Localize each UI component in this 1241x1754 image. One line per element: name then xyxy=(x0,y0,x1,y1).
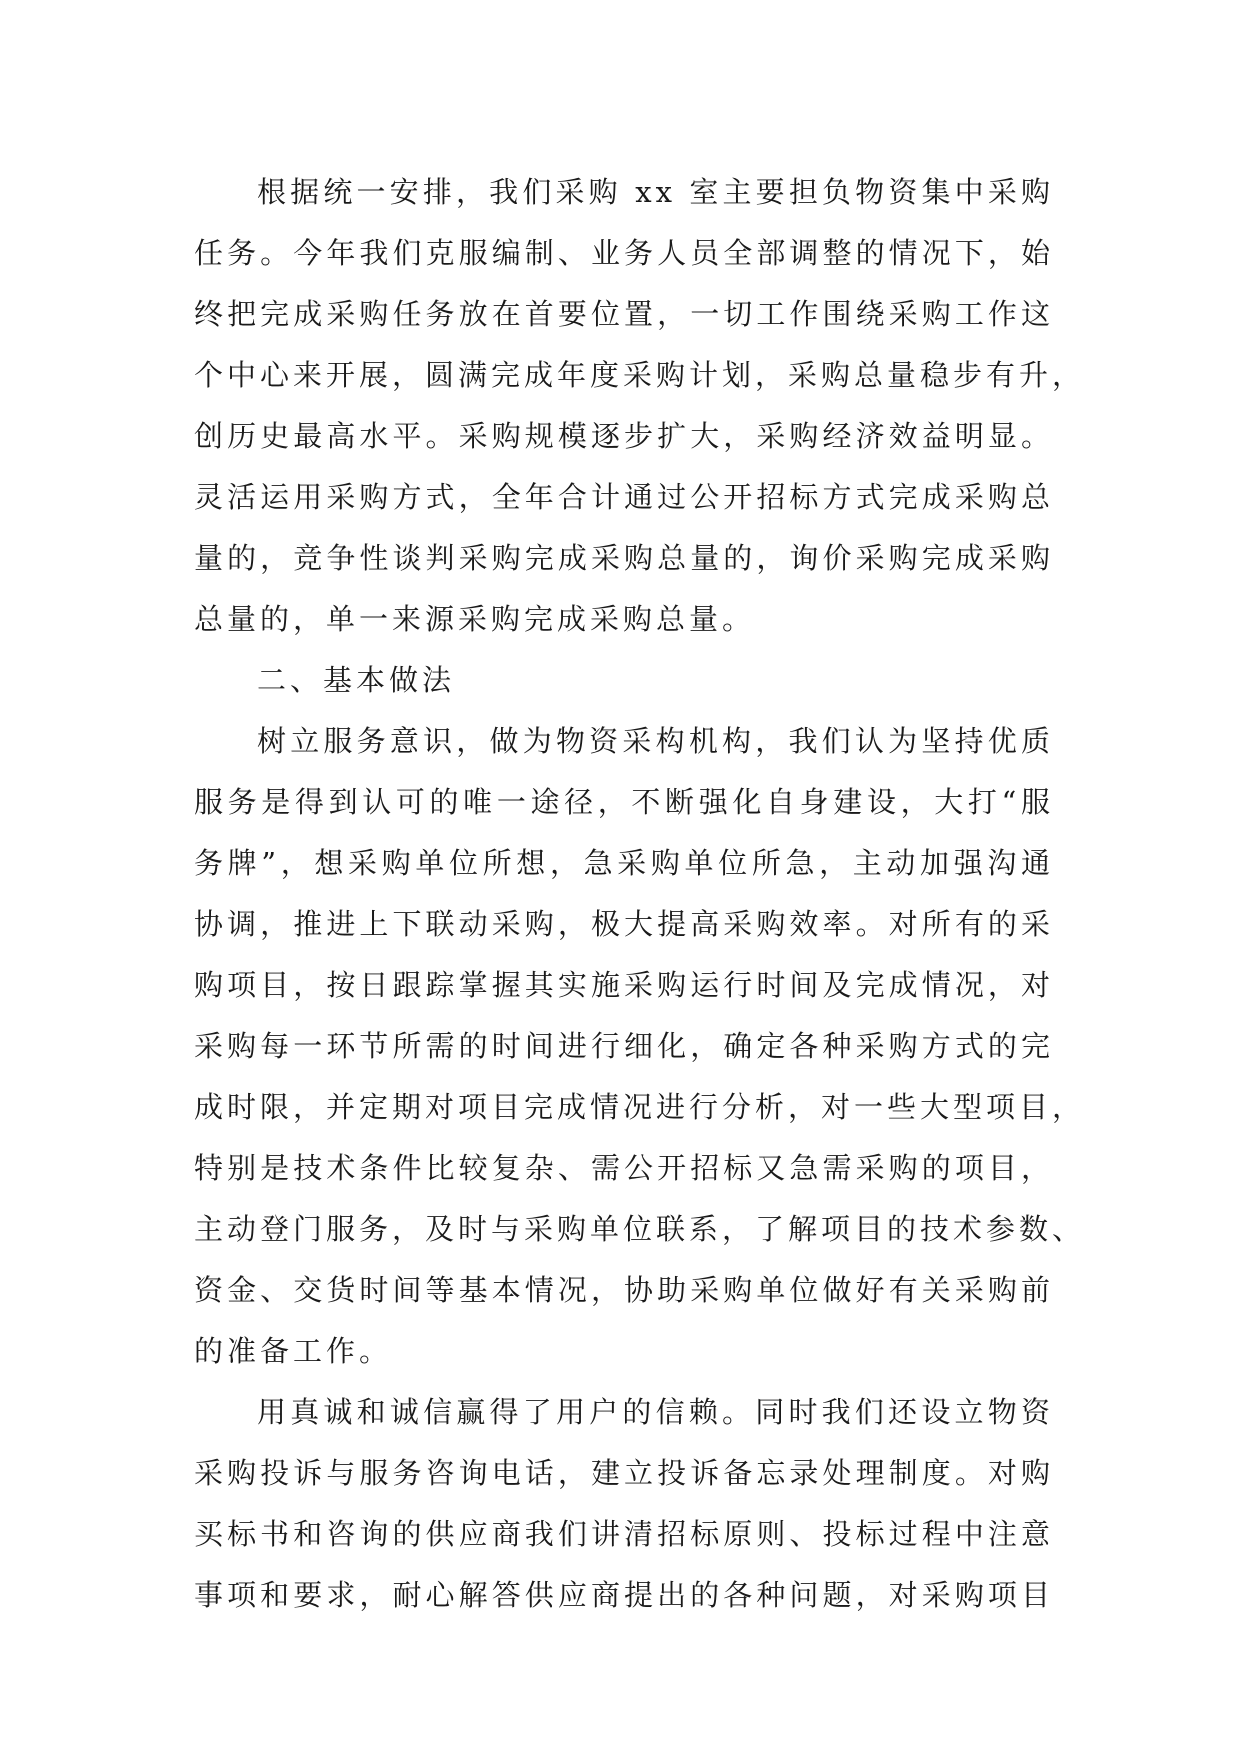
paragraph-line: 特别是技术条件比较复杂、需公开招标又急需采购的项目， xyxy=(194,1151,1054,1185)
paragraph-line: 创历史最高水平。采购规模逐步扩大，采购经济效益明显。 xyxy=(194,419,1054,453)
paragraph-line: 事项和要求，耐心解答供应商提出的各种问题，对采购项目 xyxy=(194,1578,1054,1612)
section-heading: 二、基本做法 xyxy=(257,663,456,697)
paragraph-line: 个中心来开展，圆满完成年度采购计划，采购总量稳步有升， xyxy=(194,358,1086,392)
paragraph-line: 任务。今年我们克服编制、业务人员全部调整的情况下，始 xyxy=(194,236,1054,270)
paragraph-line: 量的，竞争性谈判采购完成采购总量的，询价采购完成采购 xyxy=(194,541,1054,575)
paragraph-line: 资金、交货时间等基本情况，协助采购单位做好有关采购前 xyxy=(194,1273,1054,1307)
paragraph-line: 的准备工作。 xyxy=(194,1334,393,1368)
paragraph-line: 总量的，单一来源采购完成采购总量。 xyxy=(194,602,756,636)
document-body xyxy=(194,162,1086,1626)
paragraph-line: 购项目，按日跟踪掌握其实施采购运行时间及完成情况，对 xyxy=(194,968,1054,1002)
paragraph-line: 根据统一安排，我们采购 xx 室主要担负物资集中采购 xyxy=(257,175,1054,209)
paragraph-line: 采购每一环节所需的时间进行细化，确定各种采购方式的完 xyxy=(194,1029,1054,1063)
paragraph-line: 买标书和咨询的供应商我们讲清招标原则、投标过程中注意 xyxy=(194,1517,1054,1551)
paragraph-line: 协调，推进上下联动采购，极大提高采购效率。对所有的采 xyxy=(194,907,1054,941)
paragraph-line: 务牌”，想采购单位所想，急采购单位所急，主动加强沟通 xyxy=(194,846,1054,880)
paragraph-line: 用真诚和诚信赢得了用户的信赖。同时我们还设立物资 xyxy=(257,1395,1054,1429)
paragraph-line: 树立服务意识，做为物资采构机构，我们认为坚持优质 xyxy=(257,724,1054,758)
paragraph-line: 服务是得到认可的唯一途径，不断强化自身建设，大打“服 xyxy=(194,785,1054,819)
paragraph-line: 成时限，并定期对项目完成情况进行分析，对一些大型项目， xyxy=(194,1090,1086,1124)
paragraph-1 xyxy=(194,162,1086,650)
paragraph-line: 灵活运用采购方式，全年合计通过公开招标方式完成采购总 xyxy=(194,480,1054,514)
paragraph-line: 终把完成采购任务放在首要位置，一切工作围绕采购工作这 xyxy=(194,297,1054,331)
paragraph-3 xyxy=(194,1382,1054,1626)
paragraph-2 xyxy=(194,711,1086,1382)
paragraph-line: 主动登门服务，及时与采购单位联系，了解项目的技术参数、 xyxy=(194,1212,1086,1246)
paragraph-line: 采购投诉与服务咨询电话，建立投诉备忘录处理制度。对购 xyxy=(194,1456,1054,1490)
